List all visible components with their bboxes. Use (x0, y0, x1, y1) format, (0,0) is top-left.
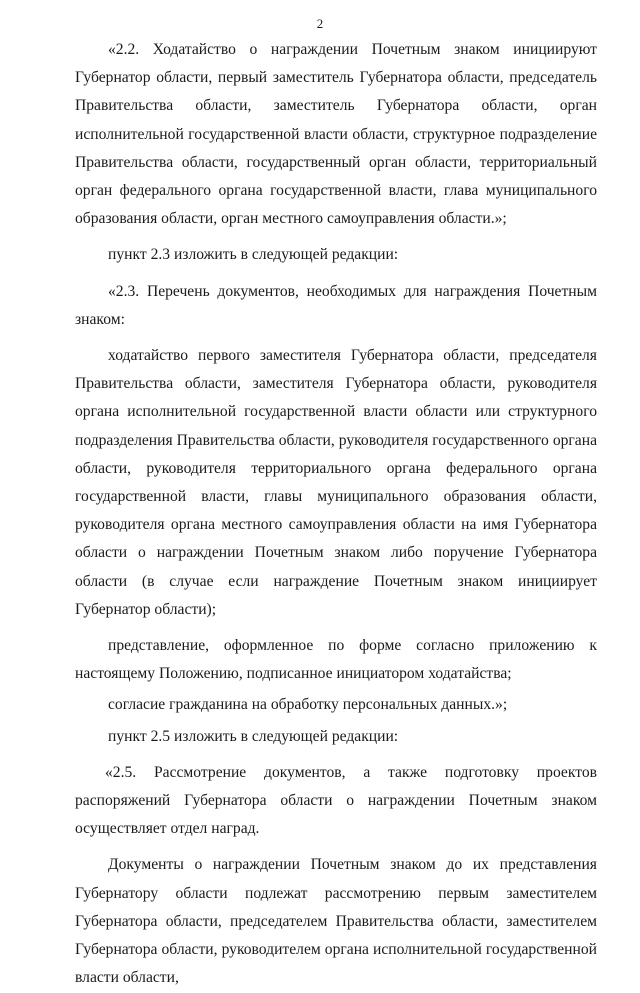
paragraph-2-3: «2.3. Перечень документов, необходимых для награждения Почетным знаком: (75, 282, 597, 328)
paragraph-amend-2-5: пункт 2.5 изложить в следующей редакции: (108, 727, 399, 745)
paragraph-2-2: «2.2. Ходатайство о награждении Почетным знаком инициируют Губернатор области, первый заместитель Губернатора области, председатель Правительства области, заместитель Губернатора области, орган исполнительной государственной власти области, структурное подразделение Правительства области, государственный орган области, территориальный орган федерального органа государственной власти, глава муниципального образования области, орган местного самоуправления области.»; (75, 41, 597, 228)
paragraph-petition: ходатайство первого заместителя Губернатора области, председателя Правительства области, заместителя Губернатора области, руководителя органа исполнительной государственной власти области или структурного подразделения Правительства области, руководителя государственного органа области, руководителя территориального органа федерального органа государственной власти, главы муниципального образования области, руководителя органа местного самоуправления области на имя Губернатора области о награждении Почетным знаком либо поручение Губернатора области (в случае если награждение Почетным знаком инициирует Губернатор области); (75, 347, 597, 618)
paragraph-amend-2-3: пункт 2.3 изложить в следующей редакции: (108, 246, 399, 264)
page-number: 2 (316, 16, 324, 31)
document-body (75, 36, 597, 993)
paragraph-2-5: «2.5. Рассмотрение документов, а также подготовку проектов распоряжений Губернатора области о награждении Почетным знаком осуществляет отдел наград. (75, 763, 597, 838)
paragraph-documents: Документы о награждении Почетным знаком до их представления Губернатору области подлежат рассмотрению первым заместителем Губернатора области, председателем Правительства области, заместителем Губернатора области, руководителем органа исполнительной государственной власти области, (75, 856, 597, 987)
paragraph-submission: представление, оформленное по форме согласно приложению к настоящему Положению, подписанное инициатором ходатайства; (75, 637, 597, 683)
paragraph-consent: согласие гражданина на обработку персональных данных.»; (108, 696, 508, 714)
